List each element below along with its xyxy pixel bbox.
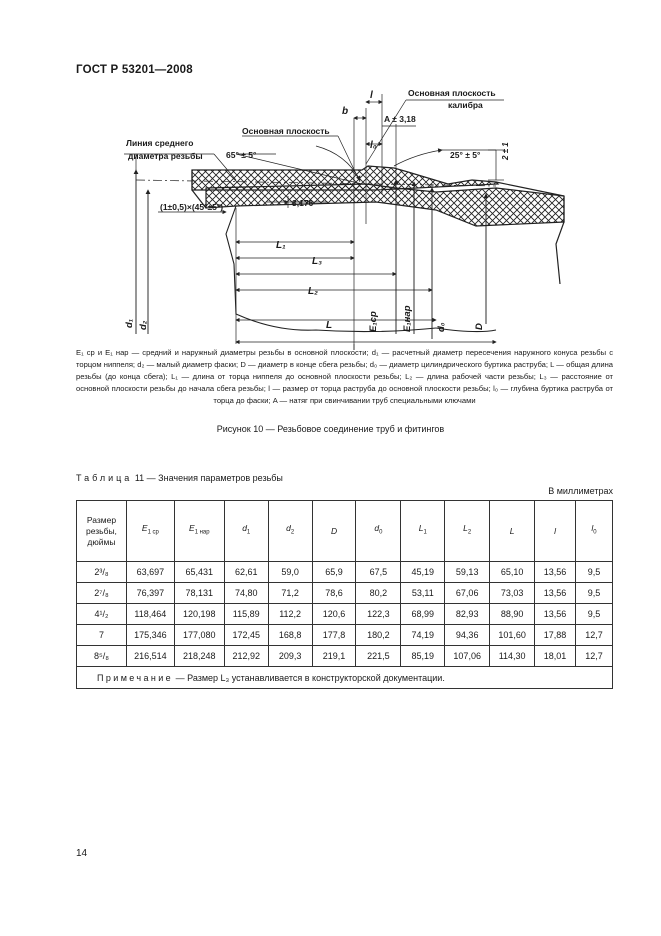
- table-cell: 78,131: [174, 583, 224, 604]
- table-cell: 94,36: [445, 625, 490, 646]
- pipe-wall: [206, 184, 564, 226]
- label-osn-kalibr-1: Основная плоскость: [408, 88, 496, 98]
- drawing-svg: [76, 84, 616, 350]
- label-L3: L₃: [312, 256, 322, 267]
- table-cell: 12,7: [575, 646, 612, 667]
- table-cell: 114,30: [490, 646, 535, 667]
- table-cell: 67,06: [445, 583, 490, 604]
- label-d1: d₁: [124, 318, 135, 328]
- table-cell: 180,2: [356, 625, 401, 646]
- table-cell: 168,8: [268, 625, 312, 646]
- table-cell: 118,464: [126, 604, 174, 625]
- header-L1: $L_1$: [401, 501, 445, 562]
- table-cell: 107,06: [445, 646, 490, 667]
- table-row: [77, 583, 613, 604]
- table-cell: 82,93: [445, 604, 490, 625]
- table-cell: 9,5: [575, 583, 612, 604]
- table-cell: 177,080: [174, 625, 224, 646]
- table-cell: 74,80: [224, 583, 268, 604]
- table-title-number: 11: [134, 473, 145, 483]
- table-cell: 122,3: [356, 604, 401, 625]
- table-cell: 120,198: [174, 604, 224, 625]
- label-b: b: [342, 106, 349, 117]
- label-l: l: [370, 90, 373, 101]
- table-cell: 67,5: [356, 562, 401, 583]
- parameters-table: [76, 500, 613, 689]
- table-cell: 80,2: [356, 583, 401, 604]
- label-d0: d₀: [436, 322, 447, 332]
- table-header-row: [77, 501, 613, 562]
- table-cell: 8⁵/₈: [77, 646, 127, 667]
- table-cell: 85,19: [401, 646, 445, 667]
- table-row: [77, 562, 613, 583]
- label-angle-left: 65° ± 5°: [226, 150, 257, 160]
- header-L: L: [490, 501, 535, 562]
- table-cell: 62,61: [224, 562, 268, 583]
- label-osn-ploskost: Основная плоскость: [242, 126, 330, 136]
- header-d0: $d_0$: [356, 501, 401, 562]
- table-cell: 13,56: [535, 604, 576, 625]
- table-cell: 4¹/₂: [77, 604, 127, 625]
- table-cell: 76,397: [126, 583, 174, 604]
- table-cell: 18,01: [535, 646, 576, 667]
- table-cell: 65,431: [174, 562, 224, 583]
- table-cell: 73,03: [490, 583, 535, 604]
- table-cell: 120,6: [312, 604, 356, 625]
- table-cell: 177,8: [312, 625, 356, 646]
- label-e1sr: E₁ср: [368, 311, 379, 332]
- table-cell: 65,9: [312, 562, 356, 583]
- figure-caption: Рисунок 10 — Резьбовое соединение труб и фитингов: [216, 424, 445, 434]
- table-note-row: [77, 667, 613, 689]
- table-cell: 2⁷/₈: [77, 583, 127, 604]
- table-cell: 112,2: [268, 604, 312, 625]
- table-cell: 12,7: [575, 625, 612, 646]
- table-title-label: Таблица: [76, 473, 133, 483]
- table-cell: 88,90: [490, 604, 535, 625]
- table-note: [77, 667, 613, 689]
- table-body: [77, 562, 613, 667]
- figure-legend: E₁ ср и E₁ нар — средний и наружный диаметры резьбы в основной плоскости; d₁ — расчетный диаметр пересечения наружного конуса резьбы с торцом ниппеля; d₂ — малый диаметр фаски; D — диаметр в конце сбега резьбы; d₀ — диаметр цилиндрического буртика раструба; L — общая длина резьбы (до конца сбега); L₁ — длина от торца ниппеля до основной плоскости резьбы; L₂ — длина рабочей части резьбы; L₃ — расстояние от основной плоскости резьбы до начала сбега резьбы; l — размер от торца раструба до основной плоскости резьбы; l₀ — глубина буртика раструба от торца до фаски; A — натяг при свинчивании труб специальными ключами: [76, 348, 613, 405]
- label-line-mid-1: Линия среднего: [126, 138, 194, 148]
- table-cell: 9,5: [575, 604, 612, 625]
- table-cell: 13,56: [535, 562, 576, 583]
- label-l0: l₀: [370, 140, 377, 151]
- table-cell: 68,99: [401, 604, 445, 625]
- header-l: l: [535, 501, 576, 562]
- table-cell: 216,514: [126, 646, 174, 667]
- label-angle-right: 25° ± 5°: [450, 150, 481, 160]
- header-L2: $L_2$: [445, 501, 490, 562]
- table-cell: 218,248: [174, 646, 224, 667]
- label-line-mid-2: диаметра резьбы: [128, 151, 203, 161]
- table-cell: 9,5: [575, 562, 612, 583]
- header-l0: $l_0$: [575, 501, 612, 562]
- table-cell: 17,88: [535, 625, 576, 646]
- table-title: [76, 473, 283, 483]
- document-header: ГОСТ Р 53201—2008: [76, 64, 193, 76]
- table-cell: 172,45: [224, 625, 268, 646]
- header-D: D: [312, 501, 356, 562]
- table-cell: 63,697: [126, 562, 174, 583]
- label-osn-kalibr-2: калибра: [448, 100, 483, 110]
- table-cell: 101,60: [490, 625, 535, 646]
- table-cell: 212,92: [224, 646, 268, 667]
- header-e1sr: $E_{1 ср}$: [126, 501, 174, 562]
- thread-connection-drawing: [76, 84, 616, 350]
- table-row: [77, 625, 613, 646]
- page-number: 14: [76, 848, 88, 859]
- label-L1: L₁: [276, 240, 286, 251]
- table-cell: 53,11: [401, 583, 445, 604]
- table-cell: 219,1: [312, 646, 356, 667]
- table-cell: 175,346: [126, 625, 174, 646]
- note-text: — Размер L₃ устанавливается в конструкторской документации.: [175, 672, 445, 683]
- table-title-text: — Значения параметров резьбы: [146, 473, 283, 483]
- table-units: В миллиметрах: [548, 486, 613, 496]
- table-cell: 59,0: [268, 562, 312, 583]
- table-cell: 71,2: [268, 583, 312, 604]
- label-D: D: [474, 323, 485, 330]
- label-chamfer: (1±0,5)×(45°±5°): [160, 202, 224, 212]
- header-d1: $d_1$: [224, 501, 268, 562]
- header-size: Размер резьбы, дюймы: [77, 501, 127, 562]
- table-row: [77, 604, 613, 625]
- header-e1nar: $E_{1 нар}$: [174, 501, 224, 562]
- label-e1nar: E₁нар: [402, 305, 413, 332]
- table-cell: 74,19: [401, 625, 445, 646]
- table-cell: 115,89: [224, 604, 268, 625]
- label-3176: 3,176: [292, 198, 314, 208]
- table-cell: 78,6: [312, 583, 356, 604]
- table-cell: 59,13: [445, 562, 490, 583]
- table-cell: 45,19: [401, 562, 445, 583]
- label-L2: L₂: [308, 286, 318, 297]
- label-d2: d₂: [138, 320, 149, 330]
- label-a-dim: A ± 3,18: [384, 114, 416, 124]
- table-cell: 2³/₈: [77, 562, 127, 583]
- note-label: Примечание: [97, 672, 174, 683]
- table-cell: 13,56: [535, 583, 576, 604]
- table-cell: 221,5: [356, 646, 401, 667]
- table-cell: 7: [77, 625, 127, 646]
- label-L: L: [326, 320, 333, 331]
- table-row: [77, 646, 613, 667]
- table-cell: 65,10: [490, 562, 535, 583]
- label-two: 2 ± 1: [501, 142, 510, 160]
- header-d2: $d_2$: [268, 501, 312, 562]
- table-cell: 209,3: [268, 646, 312, 667]
